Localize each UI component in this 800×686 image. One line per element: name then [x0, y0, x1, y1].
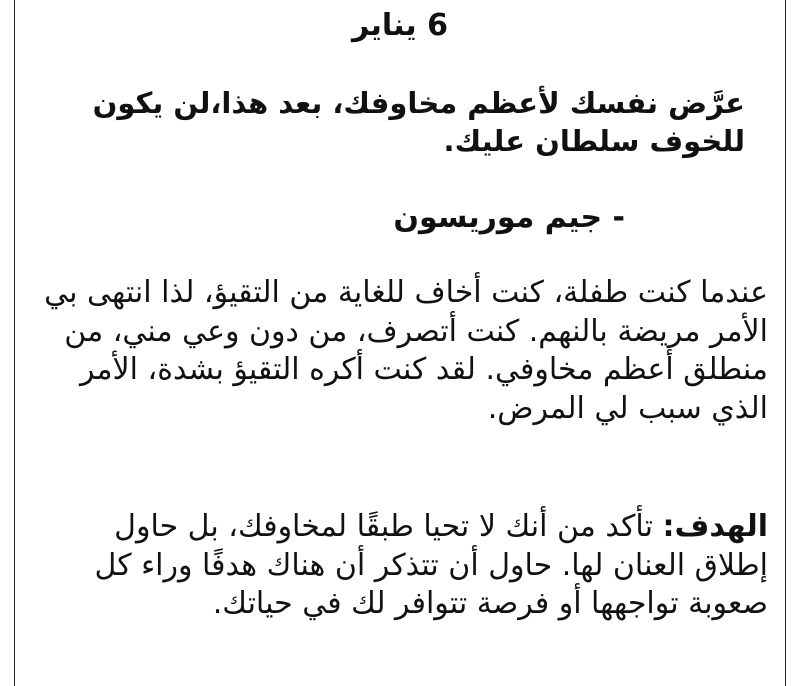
goal-text: تأكد من أنك لا تحيا طبقًا لمخاوفك، بل حاول إطلاق العنان لها. حاول أن تتذكر أن هناك هدفًا وراء كل صعوبة تواجهها أو فرصة تتوافر لك في حياتك. — [94, 509, 768, 621]
body-paragraph: عندما كنت طفلة، كنت أخاف للغاية من التقيؤ، لذا انتهى بي الأمر مريضة بالنهم. كنت أتصرف، من دون وعي مني، من منطلق أعظم مخاوفي. لقد كنت أكره التقيؤ بشدة، الأمر الذي سبب لي المرض. — [44, 275, 768, 426]
goal-paragraph — [38, 508, 768, 624]
goal-label: الهدف: — [662, 509, 768, 544]
left-margin-rule — [14, 0, 15, 686]
page-date: 6 يناير — [351, 8, 449, 43]
quote-author: - جيم موريسون — [393, 200, 625, 235]
quote-text: عرَّض نفسك لأعظم مخاوفك، بعد هذا،لن يكون للخوف سلطان عليك. — [92, 86, 745, 158]
right-margin-rule — [785, 0, 786, 686]
